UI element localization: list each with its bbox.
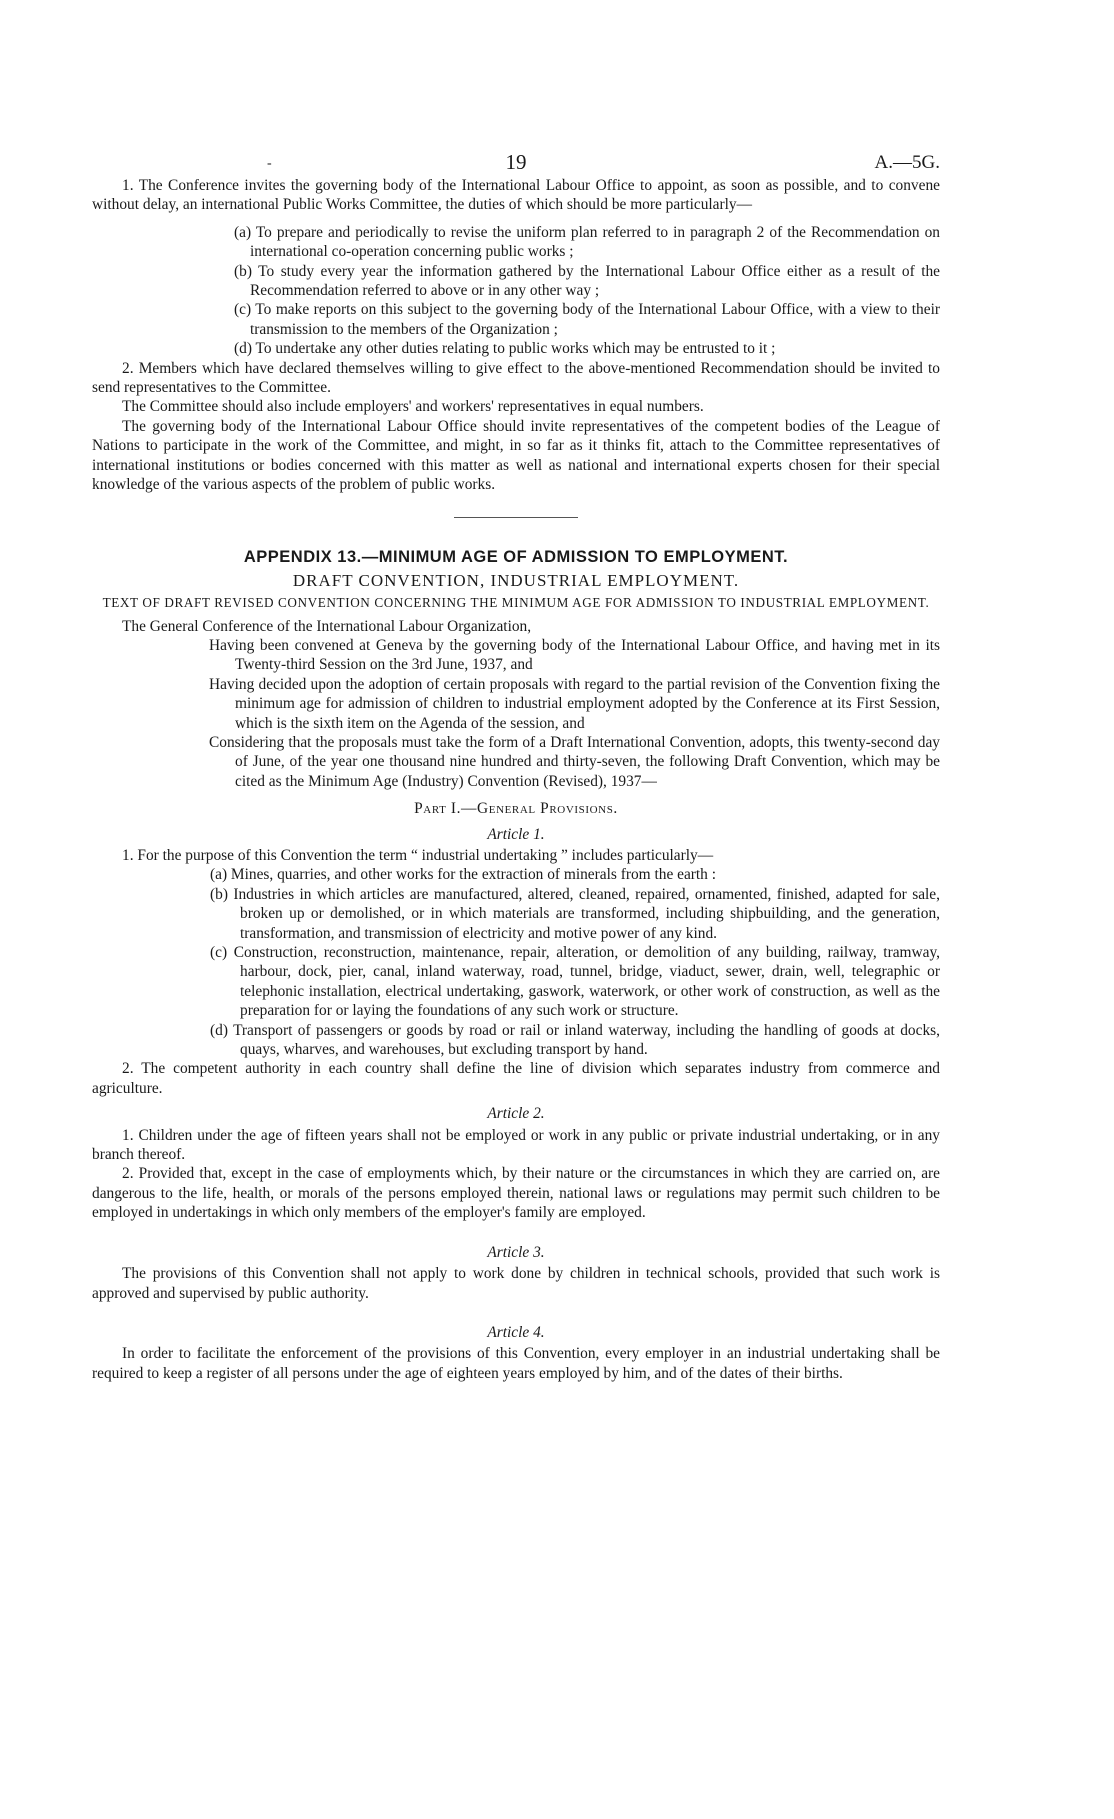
preamble-line: Having decided upon the adoption of certain proposals with regard to the partial revision of the Convention fixing the minimum age for admission of children to industrial employment adopted by the Conference at its First Session, which is the sixth item on the Agenda of the session, and [209, 675, 940, 732]
article-4-paragraph: In order to facilitate the enforcement of the provisions of this Convention, every employer in an industrial undertaking shall be required to keep a register of all persons under the age of eighteen years employed by him, and of the dates of their births. [92, 1345, 940, 1382]
page-number: 19 [505, 150, 527, 174]
header-mark: - [267, 156, 272, 171]
article-1-item-d: (d) Transport of passengers or goods by road or rail or inland waterway, including the handling of goods at docks, quays, wharves, and warehouses, but excluding transport by hand. [210, 1021, 940, 1059]
page-header [92, 150, 940, 176]
public-works-section [92, 176, 940, 495]
article-1-paragraph-1: 1. For the purpose of this Convention the term “ industrial undertaking ” includes particularly— [122, 846, 714, 864]
paragraph-1: 1. The Conference invites the governing body of the International Labour Office to appoint, as soon as possible, and to convene without delay, an international Public Works Committee, the duties of which should be more particularly— [92, 177, 940, 214]
document-page [92, 150, 940, 1383]
preamble-line: Having been convened at Geneva by the governing body of the International Labour Office, and having met in its Twenty-third Session on the 3rd June, 1937, and [209, 636, 940, 674]
preamble-line: The General Conference of the International Labour Organization, [122, 617, 532, 635]
item-b: (b) To study every year the information gathered by the International Labour Office either as a result of the Recommendation referred to above or in any other way ; [234, 262, 940, 300]
appendix-title: APPENDIX 13.—MINIMUM AGE OF ADMISSION TO EMPLOYMENT. [243, 547, 789, 566]
article-4-heading: Article 4. [487, 1323, 545, 1341]
article-1-item-a: (a) Mines, quarries, and other works for the extraction of minerals from the earth : [210, 866, 717, 884]
appendix-13 [92, 548, 940, 1384]
article-3-heading: Article 3. [487, 1243, 545, 1261]
paragraph-4: The governing body of the International Labour Office should invite representatives of the competent bodies of the League of Nations to participate in the work of the Committee, and might, in so far as it thinks fit, attach to the Committee representatives of international institutions or bodies concerned with this matter as well as national and international experts chosen for their special knowledge of the various aspects of the problem of public works. [92, 417, 940, 494]
text-of-draft-heading: TEXT OF DRAFT REVISED CONVENTION CONCERNING THE MINIMUM AGE FOR ADMISSION TO INDUSTRIAL EMPLOYMENT. [102, 594, 930, 610]
article-1-item-c: (c) Construction, reconstruction, maintenance, repair, alteration, or demolition of any building, railway, tramway, harbour, dock, pier, canal, inland waterway, road, tunnel, bridge, viaduct, sewer, drain, well, telegraphic or telephonic installation, electrical undertaking, gaswork, waterwork, or other work of construction, as well as the preparation for or laying the foundations of any such work or structure. [210, 944, 940, 1020]
appendix-subtitle: DRAFT CONVENTION, INDUSTRIAL EMPLOYMENT. [292, 570, 740, 590]
item-d: (d) To undertake any other duties relating to public works which may be entrusted to it ; [234, 340, 776, 358]
article-2-heading: Article 2. [487, 1105, 545, 1123]
article-2-paragraph-1: 1. Children under the age of fifteen years shall not be employed or work in any public or private industrial undertaking, or in any branch thereof. [92, 1126, 940, 1164]
item-a: (a) To prepare and periodically to revise the uniform plan referred to in paragraph 2 of the Recommendation on international co-operation concerning public works ; [234, 223, 940, 261]
paragraph-2: 2. Members which have declared themselves willing to give effect to the above-mentioned Recommendation should be invited to send representatives to the Committee. [92, 359, 940, 397]
article-3-paragraph: The provisions of this Convention shall not apply to work done by children in technical schools, provided that such work is approved and supervised by public authority. [92, 1265, 940, 1302]
article-1-item-b: (b) Industries in which articles are manufactured, altered, cleaned, repaired, ornamented, finished, adapted for sale, broken up or demolished, or in which materials are transformed, including shipbuilding, and the generation, transformation, and transmission of electricity and motive power of any kind. [210, 885, 940, 942]
article-1-heading: Article 1. [487, 825, 545, 843]
preamble-line: Considering that the proposals must take the form of a Draft International Convention, adopts, this twenty-second day of June, of the year one thousand nine hundred and thirty-seven, the following Draft Convention, which may be cited as the Minimum Age (Industry) Convention (Revised), 1937— [209, 733, 940, 790]
part-title: Part I.—General Provisions. [414, 800, 618, 818]
document-reference: A.—5G. [874, 152, 940, 173]
section-divider [454, 517, 578, 518]
paragraph-3: The Committee should also include employers' and workers' representatives in equal numbers. [122, 398, 704, 416]
article-1-paragraph-2: 2. The competent authority in each country shall define the line of division which separates industry from commerce and agriculture. [92, 1060, 940, 1097]
item-c: (c) To make reports on this subject to the governing body of the International Labour Office, with a view to their transmission to the members of the Organization ; [234, 301, 940, 338]
article-2-paragraph-2: 2. Provided that, except in the case of employments which, by their nature or the circumstances in which they are carried on, are dangerous to the life, health, or morals of the persons employed therein, national laws or regulations may permit such children to be employed in undertakings in which only members of the employer's family are employed. [92, 1165, 940, 1222]
